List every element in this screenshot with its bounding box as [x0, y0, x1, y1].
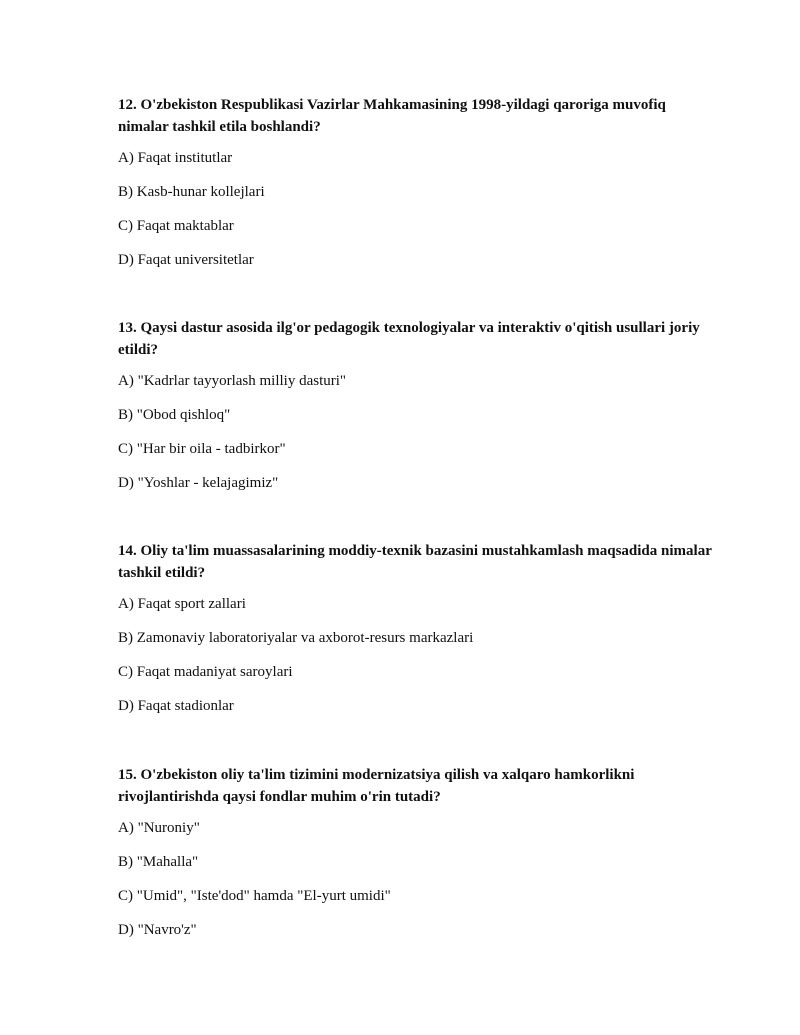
question-14 [118, 540, 718, 714]
answer-option-c: C) "Umid", "Iste'dod" hamda "El-yurt umidi" [118, 888, 391, 904]
answer-option-c: C) Faqat madaniyat saroylari [118, 664, 293, 680]
question-12 [118, 94, 718, 268]
question-title: 13. Qaysi dastur asosida ilg'or pedagogik texnologiyalar va interaktiv o'qitish usullari joriy etildi? [118, 320, 700, 358]
question-15 [118, 764, 718, 938]
question-title: 14. Oliy ta'lim muassasalarining moddiy-texnik bazasini mustahkamlash maqsadida nimalar tashkil etildi? [118, 543, 712, 581]
answer-option-c: C) Faqat maktablar [118, 218, 234, 234]
answer-option-a: A) Faqat sport zallari [118, 596, 246, 612]
answer-option-d: D) Faqat stadionlar [118, 698, 234, 714]
answer-option-a: A) Faqat institutlar [118, 150, 233, 166]
answer-option-b: B) "Obod qishloq" [118, 407, 231, 423]
answer-option-b: B) "Mahalla" [118, 854, 199, 870]
question-title: 12. O'zbekiston Respublikasi Vazirlar Mahkamasining 1998-yildagi qaroriga muvofiq nimalar tashkil etila boshlandi? [118, 97, 666, 135]
answer-option-a: A) "Nuroniy" [118, 820, 200, 836]
answer-option-c: C) "Har bir oila - tadbirkor" [118, 441, 286, 457]
answer-option-a: A) "Kadrlar tayyorlash milliy dasturi" [118, 373, 347, 389]
question-title: 15. O'zbekiston oliy ta'lim tizimini modernizatsiya qilish va xalqaro hamkorlikni rivojlantirishda qaysi fondlar muhim o'rin tutadi? [118, 767, 635, 805]
answer-option-d: D) "Yoshlar - kelajagimiz" [118, 475, 279, 491]
answer-option-b: B) Kasb-hunar kollejlari [118, 184, 265, 200]
question-13 [118, 317, 718, 491]
answer-option-d: D) "Navro'z" [118, 922, 197, 938]
answer-option-d: D) Faqat universitetlar [118, 252, 254, 268]
answer-option-b: B) Zamonaviy laboratoriyalar va axborot-resurs markazlari [118, 630, 474, 646]
